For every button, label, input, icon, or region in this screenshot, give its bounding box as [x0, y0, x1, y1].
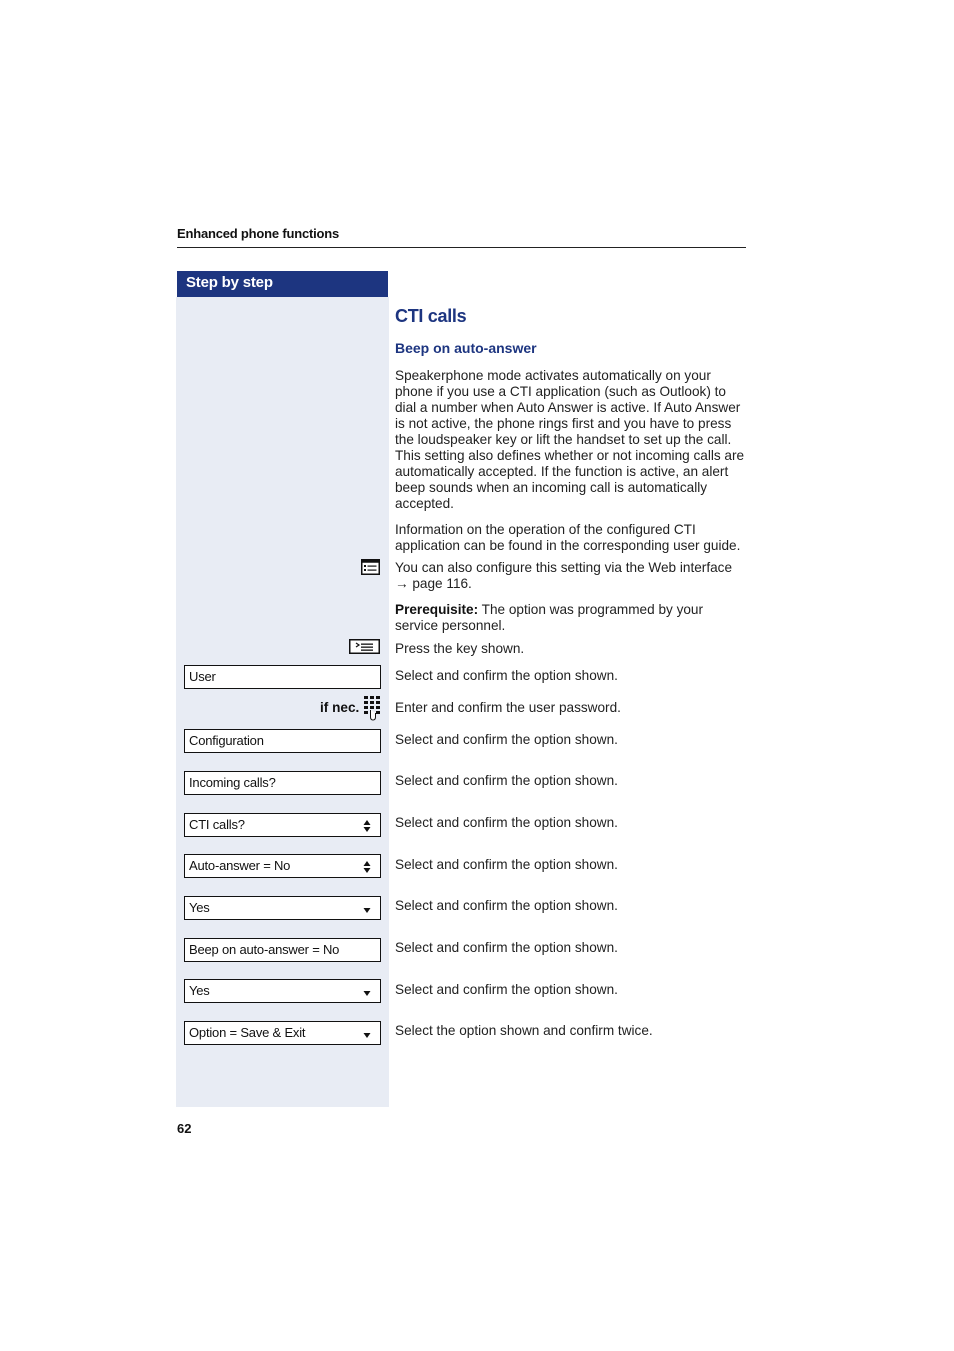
option-label: Configuration — [189, 733, 264, 748]
step-select-beep: Select and confirm the option shown. — [395, 940, 618, 955]
intro-paragraph: Speakerphone mode activates automatically on your phone if you use a CTI application (such as Outlook) to dial a number when Auto Answer is active. If Auto Answer is not active, the phone rings first and you have to press the loudspeaker key or lift the handset to set up the call. This setting also defines whether or not incoming calls are automatically accepted. If the function is active, an alert beep sounds when an incoming call is automatically accepted. — [395, 368, 745, 511]
option-label: Yes — [189, 900, 210, 915]
page-ref-arrow: → — [395, 576, 409, 591]
if-necessary-label: if nec. — [320, 700, 360, 715]
step-select-cti-calls: Select and confirm the option shown. — [395, 815, 618, 830]
web-note-text: You can also configure this setting via the Web interface — [395, 560, 733, 575]
option-incoming-calls[interactable] — [184, 771, 381, 795]
step-select-auto-answer: Select and confirm the option shown. — [395, 857, 618, 872]
step-select-yes: Select and confirm the option shown. — [395, 898, 618, 913]
menu-key-icon — [349, 639, 380, 659]
option-user[interactable] — [184, 665, 381, 689]
option-save-exit[interactable] — [184, 1021, 381, 1045]
section-title: CTI calls — [395, 306, 467, 326]
option-cti-calls[interactable] — [184, 813, 381, 837]
option-auto-answer[interactable] — [184, 854, 381, 878]
info-paragraph: Information on the operation of the configured CTI application can be found in the corresponding user guide. — [395, 522, 741, 553]
option-label: User — [189, 669, 216, 684]
up-down-arrow-icon — [363, 859, 371, 873]
step-select-yes-beep: Select and confirm the option shown. — [395, 982, 618, 997]
down-arrow-icon — [363, 901, 371, 915]
step-select-incoming-calls: Select and confirm the option shown. — [395, 773, 618, 788]
option-label: CTI calls? — [189, 817, 245, 832]
header-rule — [177, 247, 746, 248]
option-yes-beep[interactable] — [184, 979, 381, 1003]
option-configuration[interactable] — [184, 729, 381, 753]
prerequisite-label: Prerequisite: — [395, 602, 479, 617]
step-save-exit: Select the option shown and confirm twice. — [395, 1023, 653, 1038]
option-label: Option = Save & Exit — [189, 1025, 306, 1040]
option-label: Incoming calls? — [189, 775, 276, 790]
option-label: Yes — [189, 983, 210, 998]
running-header: Enhanced phone functions — [177, 226, 340, 241]
option-beep-on-auto-answer[interactable] — [184, 938, 381, 962]
down-arrow-icon — [363, 984, 371, 998]
web-interface-note — [395, 560, 749, 592]
step-press-key: Press the key shown. — [395, 641, 525, 656]
option-label: Auto-answer = No — [189, 858, 291, 873]
web-interface-icon — [361, 559, 380, 580]
step-select-configuration: Select and confirm the option shown. — [395, 732, 618, 747]
subsection-title: Beep on auto-answer — [395, 340, 537, 356]
step-by-step-header: Step by step — [177, 271, 388, 297]
page-number: 62 — [177, 1121, 192, 1136]
prerequisite-text: The option was programmed by your service personnel. — [395, 602, 704, 633]
down-arrow-icon — [363, 1026, 371, 1040]
option-label: Beep on auto-answer = No — [189, 942, 340, 957]
option-yes-auto-answer[interactable] — [184, 896, 381, 920]
step-enter-password: Enter and confirm the user password. — [395, 700, 621, 715]
up-down-arrow-icon — [363, 818, 371, 832]
keypad-icon — [363, 695, 381, 726]
step-select-user: Select and confirm the option shown. — [395, 668, 618, 683]
prerequisite-paragraph — [395, 602, 749, 634]
page-ref-link[interactable]: page 116. — [408, 576, 472, 591]
